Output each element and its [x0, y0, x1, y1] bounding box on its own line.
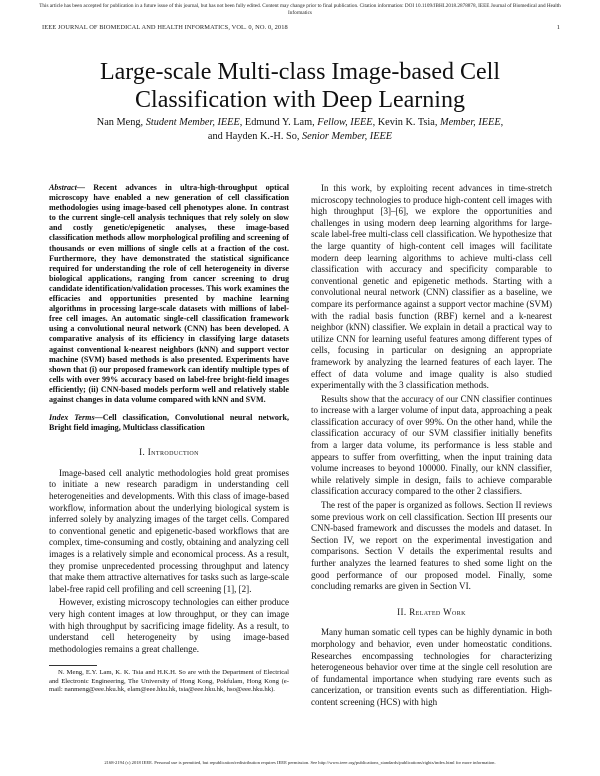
author-line-1: Nan Meng, Student Member, IEEE, Edmund Y. Lam, Fellow, IEEE, Kevin K. Tsia, Member, IEEE, — [96, 117, 504, 128]
author-role: Senior Member, IEEE — [302, 131, 393, 142]
author-name: and Hayden K.-H. So, — [207, 131, 302, 142]
running-header — [42, 24, 560, 31]
page-number: 1 — [556, 24, 560, 31]
section-heading-introduction: I. Introduction — [139, 447, 199, 458]
footnote-divider — [49, 665, 97, 666]
author-line-2 — [40, 130, 560, 144]
index-terms-text: —Cell classification, Convolutional neural network, Bright field imaging, Multiclass classification — [49, 413, 289, 433]
author-name: , Kevin K. Tsia, — [372, 117, 441, 128]
author-list — [40, 116, 560, 144]
related-work-paragraph-1: Many human somatic cell types can be highly dynamic in both morphology and behavior, even under homeostatic conditions. Researches encompassing technologies for characterizing heterogeneous behavior over time at the single cell resolution are of fundamental importance when studying rare events such as cancerization, or transition events such as differentiation. High-content screening (HCS) with high — [311, 627, 552, 707]
intro-paragraph-4: Results show that the accuracy of our CNN classifier continues to increase with a larger volume of input data, approaching a peak classification accuracy of over 99%. On the other hand, while the classification accuracy of our SVM classifier initially benefits from a larger data volume, its performance is less stable and appears to suffer from overfitting, when the input training data volume increases to beyond 100000. Finally, our kNN classifier, while relatively simple in design, fails to achieve comparable classification accuracy compared to the other 2 classifiers. — [311, 393, 552, 497]
intro-paragraph-2: However, existing microscopy technologies can either produce very high content images at low throughput, or they can image with high throughput by sacrificing image fidelity. As a result, to understand cell heterogeneity by using image-based methodologies remains a great challenge. — [49, 597, 289, 654]
author-role: Fellow, IEEE — [317, 117, 373, 128]
journal-header: IEEE JOURNAL OF BIOMEDICAL AND HEALTH INFORMATICS, VOL. 0, NO. 0, 2018 — [42, 24, 288, 31]
left-column — [49, 183, 289, 694]
section-heading-related-work: II. Related Work — [397, 606, 466, 617]
author-name: Edmund Y. Lam, — [242, 117, 318, 128]
copyright-footer: 2168-2194 (c) 2018 IEEE. Personal use is permitted, but republication/redistribution requires IEEE permission. See http://www.ieee.org/publications_standards/publications/rights/index.html for more information. — [104, 760, 496, 765]
author-affiliation-footnote: N. Meng, E.Y. Lam, K. K. Tsia and H.K.H. So are with the Department of Electrical and Electronic Engineering, The University of Hong Kong, Pokfulam, Hong Kong (e-mail: nanmeng@eee.hku.hk, elam@eee.hku.hk, tsia@eee.hku.hk, hso@eee.hku.hk). — [49, 669, 289, 693]
intro-paragraph-1: Image-based cell analytic methodologies hold great promises to initiate a new research paradigm in understanding cell heterogeneities and developments. With this class of image-based workflow, information about the underlying biological system is inferred solely by analyzing images of the target cells. Compared to conventional genetic and epigenetic-based workflows that are complex, time-consuming and costly, obtaining and analyzing cell images is a relatively simple and economical process. As a result, they promise unprecedented processing throughput and latency that make them attractive alternatives for tasks such as large-scale label-free rapid cell profiling and cell screening [1], [2]. — [49, 467, 289, 594]
abstract — [49, 183, 289, 405]
index-terms-label: Index Terms — [49, 413, 95, 423]
author-name: , — [500, 117, 504, 128]
paper-title: Large-scale Multi-class Image-based Cell Classification with Deep Learning — [99, 59, 501, 113]
author-name: Nan Meng, — [96, 117, 146, 128]
abstract-dash: — — [76, 183, 85, 192]
intro-paragraph-5: The rest of the paper is organized as follows. Section II reviews some previous work on cell classification. Section III presents our CNN-based framework and discusses the models and dataset. In Section IV, we report on the experimental investigation and comparisons. Section V details the experimental results and further analyzes the learned features to shed some light on the good performance of our proposed model. Finally, some concluding remarks are given in Section VI. — [311, 500, 552, 592]
abstract-label: Abstract — [49, 183, 77, 192]
right-column — [311, 183, 552, 709]
abstract-text: Recent advances in ultra-high-throughput optical microscopy have enabled a new generation of cell classification methodologies using image-based cell phenotypes alone. In contrast to the current single-cell analysis techniques that rely solely on slow and costly genetic/epigenetic analyses, these image-based classification methods allow morphological profiling and screening of thousands or even millions of single cells at a fraction of the cost. Furthermore, they have demonstrated the statistical significance required for understanding the role of cell heterogeneity in diverse biological applications, ranging from cancer screening to drug candidate identification/validation processes. This work examines the efficacies and opportunities presented by machine learning algorithms in processing large-scale datasets with millions of label-free cell images. An automatic single-cell classification framework using a convolutional neural network (CNN) has been developed. A comparative analysis of its efficiency in classifying large datasets against conventional k-nearest neighbors (kNN) and support vector machine (SVM) based methods is also presented. Experiments have shown that (i) our proposed framework can identify multiple types of cells with over 99% accuracy based on label-free bright-field images efficiently; (ii) CNN-based models perform well and relatively stable against changes in data volume compared with kNN and SVM. — [49, 183, 289, 404]
index-terms — [49, 413, 289, 433]
author-role: Member, IEEE — [440, 117, 501, 128]
author-role: Student Member, IEEE — [145, 117, 240, 128]
intro-paragraph-3: In this work, by exploiting recent advances in time-stretch microscopy technologies to produce high-content cell images with high throughput [3]–[6], we explore the opportunities and challenges in using modern deep learning algorithms for large-scale label-free multi-class cell classification. We hypothesize that the large quantity of high-content cell images will facilitate modern deep learning algorithms to achieve multi-class cell classification with accuracy and specificity comparable to conventional genetic and epigenetic methods. Starting with a convolutional neural network (CNN) classifier as a baseline, we compare its performance against a support vector machine (SVM) with the radial basis function (RBF) kernel and a k-nearest neighbor (kNN) classifier. We explain in detail a practical way to utilize CNN for learning useful features among different types of cells, focusing in particular on designing an appropriate framework by analyzing the learned features of each layer. The effect of data volume and image quality is also studied experimentally with the 3 classification methods. — [311, 183, 552, 391]
publication-notice: This article has been accepted for publication in a future issue of this journal, but has not been fully edited. Content may change prior to final publication. Citation information: DOI 10.1109/JBHI.2018.2878878, IEEE Journal of Biomedical and Health Informatics — [39, 3, 561, 16]
